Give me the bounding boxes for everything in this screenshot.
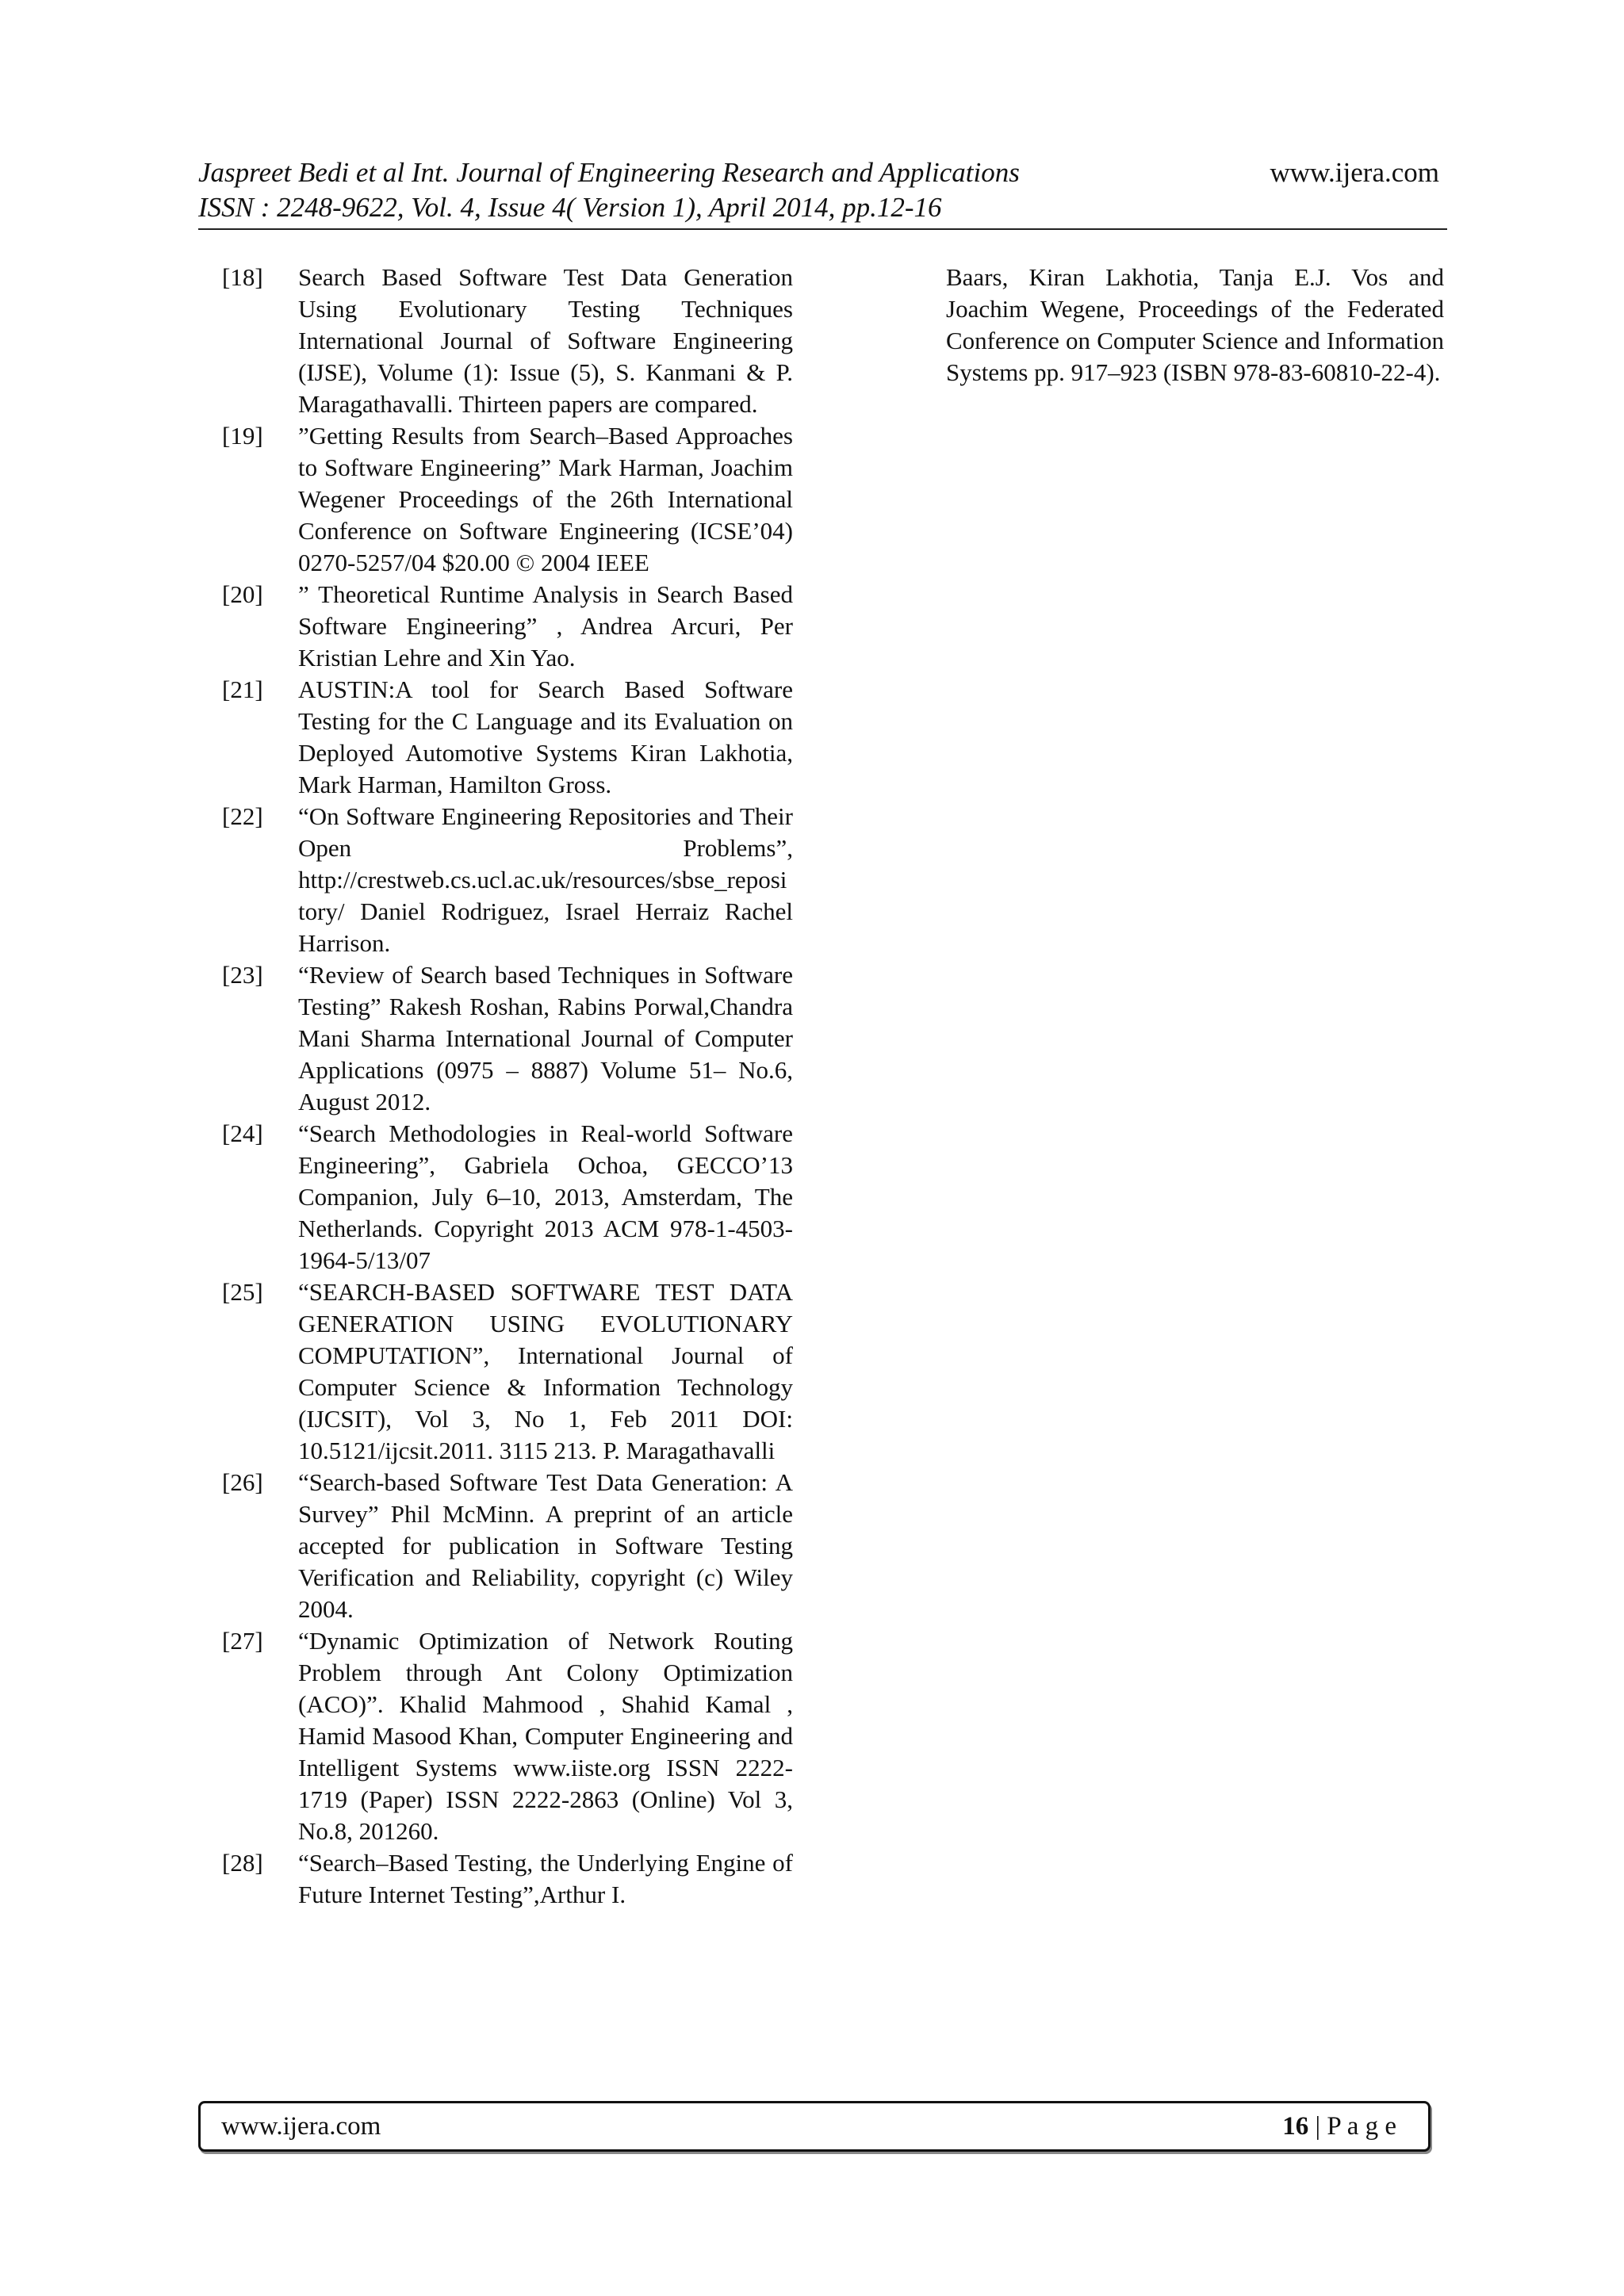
header-website: www.ijera.com [1270,157,1439,188]
reference-number: [27] [222,1627,263,1655]
reference-item [222,1467,793,1625]
reference-number: [25] [222,1278,263,1306]
reference-number: [26] [222,1468,263,1496]
reference-item [222,420,793,579]
reference-text: “Search–Based Testing, the Underlying Engine of Future Internet Testing”,Arthur I. [298,1849,793,1908]
reference-number: [18] [222,263,263,291]
reference-text: “SEARCH-BASED SOFTWARE TEST DATA GENERATION USING EVOLUTIONARY COMPUTATION”, International Journal of Computer Science & Information Technology (IJCSIT), Vol 3, No 1, Feb 2011 DOI: 10.5121/ijcsit.2011. 3115 213. P. Maragathavalli [298,1278,793,1464]
reference-text: “Search-based Software Test Data Generation: A Survey” Phil McMinn. A preprint of an article accepted for publication in Software Testing Verification and Reliability, copyright (c) Wiley 2004. [298,1468,793,1623]
reference-item [222,262,793,420]
page-label: | P a g e [1308,2112,1396,2141]
page-number: 16 [1282,2112,1309,2141]
reference-text: “Review of Search based Techniques in Software Testing” Rakesh Roshan, Rabins Porwal,Chandra Mani Sharma International Journal of Computer Applications (0975 – 8887) Volume 51– No.6, August 2012. [298,961,793,1115]
reference-text: “On Software Engineering Repositories and Their Open Problems”, http://crestweb.cs.ucl.ac.uk/resources/sbse_repository/ Daniel Rodriguez, Israel Herraiz Rachel Harrison. [298,802,793,957]
header-journal-line: Jaspreet Bedi et al Int. Journal of Engineering Research and Applications [198,157,1020,188]
reference-text: ” Theoretical Runtime Analysis in Search Based Software Engineering” , Andrea Arcuri, Per Kristian Lehre and Xin Yao. [298,580,793,672]
references-left-column [222,262,793,1911]
reference-item [222,674,793,801]
reference-number: [21] [222,675,263,703]
reference-item [222,1118,793,1276]
reference-text: “Dynamic Optimization of Network Routing Problem through Ant Colony Optimization (ACO)”. Khalid Mahmood , Shahid Kamal , Hamid Masood Khan, Computer Engineering and Intelligent Systems www.iiste.org ISSN 2222-1719 (Paper) ISSN 2222-2863 (Online) Vol 3, No.8, 201260. [298,1627,793,1845]
header-rule [198,228,1447,230]
references-right-column [946,262,1444,388]
reference-item [222,1276,793,1467]
header-issn-line: ISSN : 2248-9622, Vol. 4, Issue 4( Version 1), April 2014, pp.12-16 [198,192,942,223]
reference-continuation-text: Baars, Kiran Lakhotia, Tanja E.J. Vos and Joachim Wegene, Proceedings of the Federated Conference on Computer Science and Information Systems pp. 917–923 (ISBN 978-83-60810-22-4). [946,263,1444,386]
reference-item [222,801,793,959]
reference-item [222,1625,793,1847]
reference-number: [23] [222,961,263,989]
footer-website: www.ijera.com [221,2112,381,2141]
footer-page-indicator [1282,2103,1396,2149]
reference-number: [19] [222,422,263,450]
reference-item [222,579,793,674]
reference-text: ”Getting Results from Search–Based Approaches to Software Engineering” Mark Harman, Joachim Wegener Proceedings of the 26th International Conference on Software Engineering (ICSE’04) 0270-5257/04 $20.00 © 2004 IEEE [298,422,793,576]
reference-item [222,959,793,1118]
page-footer [198,2101,1431,2152]
reference-text: “Search Methodologies in Real-world Software Engineering”, Gabriela Ochoa, GECCO’13 Companion, July 6–10, 2013, Amsterdam, The Netherlands. Copyright 2013 ACM 978-1-4503-1964-5/13/07 [298,1119,793,1274]
reference-text: AUSTIN:A tool for Search Based Software Testing for the C Language and its Evaluation on Deployed Automotive Systems Kiran Lakhotia, Mark Harman, Hamilton Gross. [298,675,793,798]
reference-item [222,1847,793,1911]
reference-text: Search Based Software Test Data Generation Using Evolutionary Testing Techniques International Journal of Software Engineering (IJSE), Volume (1): Issue (5), S. Kanmani & P. Maragathavalli. Thirteen papers are compared. [298,263,793,418]
reference-number: [20] [222,580,263,608]
reference-number: [28] [222,1849,263,1877]
running-header [198,155,1447,228]
reference-number: [22] [222,802,263,830]
reference-number: [24] [222,1119,263,1147]
